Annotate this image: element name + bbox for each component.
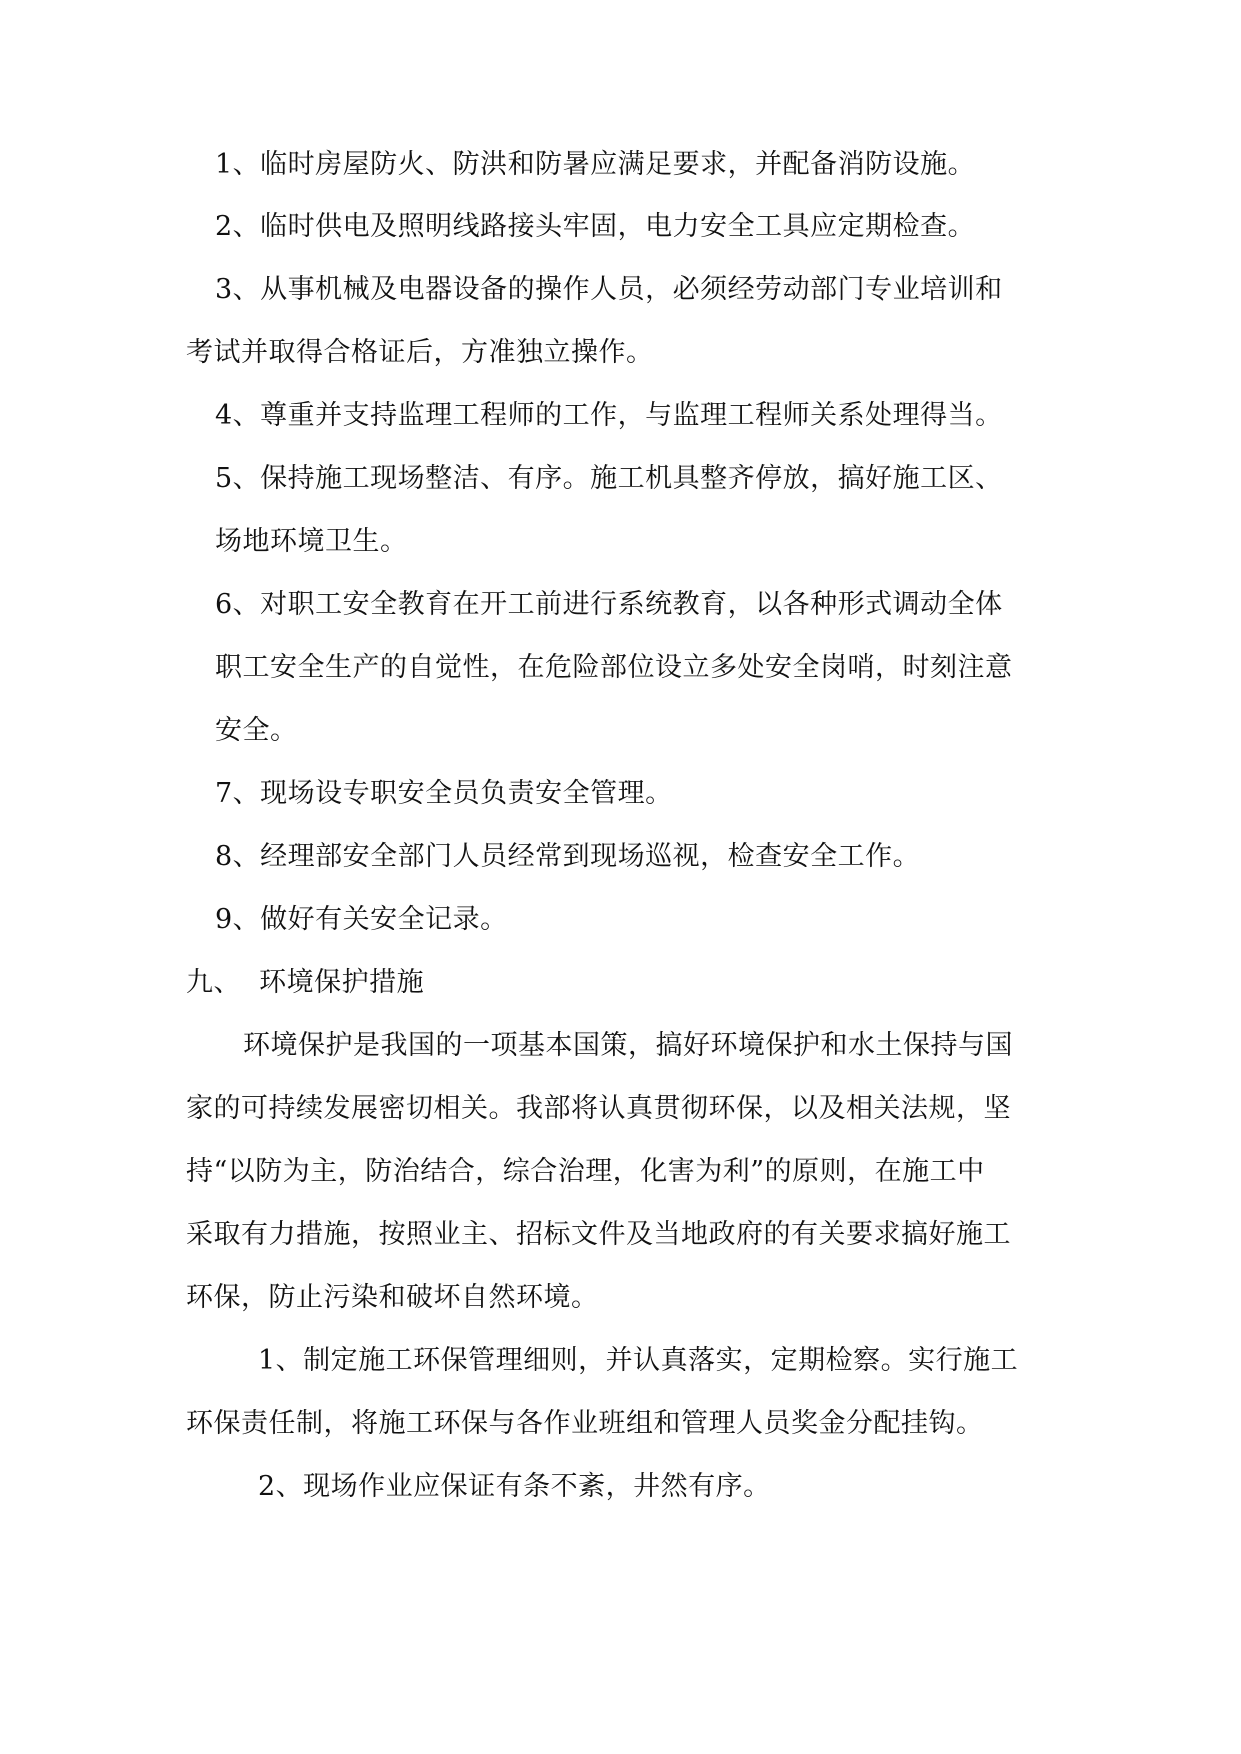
text-line: 4、尊重并支持监理工程师的工作，与监理工程师关系处理得当。 <box>215 400 1003 431</box>
text-line: 2、现场作业应保证有条不紊，井然有序。 <box>258 1471 771 1502</box>
section-heading: 九、 环境保护措施 <box>186 967 425 998</box>
text-line: 场地环境卫生。 <box>215 526 408 557</box>
text-line: 1、制定施工环保管理细则，并认真落实，定期检察。实行施工 <box>258 1345 1019 1376</box>
text-line: 持“以防为主，防治结合，综合治理，化害为利”的原则，在施工中 <box>186 1156 985 1187</box>
text-line: 2、临时供电及照明线路接头牢固，电力安全工具应定期检查。 <box>215 211 976 242</box>
text-line: 7、现场设专职安全员负责安全管理。 <box>215 778 673 809</box>
text-line: 3、从事机械及电器设备的操作人员，必须经劳动部门专业培训和 <box>215 274 1003 305</box>
text-line: 5、保持施工现场整洁、有序。施工机具整齐停放，搞好施工区、 <box>215 463 1003 494</box>
text-line: 安全。 <box>215 715 298 746</box>
text-line: 8、经理部安全部门人员经常到现场巡视，检查安全工作。 <box>215 841 921 872</box>
text-line: 职工安全生产的自觉性，在危险部位设立多处安全岗哨，时刻注意 <box>215 652 1013 683</box>
text-line: 考试并取得合格证后，方准独立操作。 <box>186 337 654 368</box>
text-line: 环保责任制，将施工环保与各作业班组和管理人员奖金分配挂钩。 <box>186 1408 984 1439</box>
text-line: 1、临时房屋防火、防洪和防暑应满足要求，并配备消防设施。 <box>215 149 976 180</box>
text-line: 6、对职工安全教育在开工前进行系统教育，以各种形式调动全体 <box>215 589 1003 620</box>
text-line: 家的可持续发展密切相关。我部将认真贯彻环保，以及相关法规，坚 <box>186 1093 1011 1124</box>
text-line: 环保，防止污染和破坏自然环境。 <box>186 1282 599 1313</box>
text-line: 9、做好有关安全记录。 <box>215 904 508 935</box>
text-line: 环境保护是我国的一项基本国策，搞好环境保护和水土保持与国 <box>243 1030 1013 1061</box>
text-line: 采取有力措施，按照业主、招标文件及当地政府的有关要求搞好施工 <box>186 1219 1011 1250</box>
